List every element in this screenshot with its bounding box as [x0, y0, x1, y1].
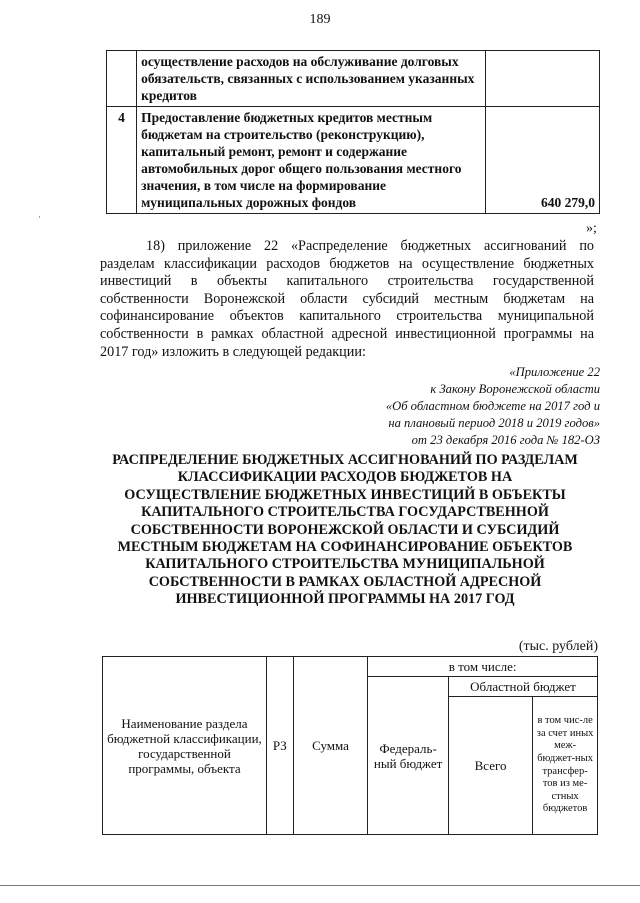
document-heading: РАСПРЕДЕЛЕНИЕ БЮДЖЕТНЫХ АССИГНОВАНИЙ ПО РАЗДЕЛАМ КЛАССИФИКАЦИИ РАСХОДОВ БЮДЖЕТОВ НА ОСУЩЕСТВЛЕНИЕ БЮДЖЕТНЫХ ИНВЕСТИЦИЙ В ОБЪЕКТЫ КАПИТАЛЬНОГО СТРОИТЕЛЬСТВА ГОСУДАРСТВЕННОЙ СОБСТВЕННОСТИ ВОРОНЕЖСКОЙ ОБЛАСТИ И СУБСИДИЙ МЕСТНЫМ БЮДЖЕТАМ НА СОФИНАНСИРОВАНИЕ ОБЪЕКТОВ КАПИТАЛЬНОГО СТРОИТЕЛЬСТВА МУНИЦИПАЛЬНОЙ СОБСТВЕННОСТИ В РАМКАХ ОБЛАСТНОЙ АДРЕСНОЙ ИНВЕСТИЦИОННОЙ ПРОГРАММЫ НА 2017 ГОД	[112, 452, 578, 608]
appendix-line: «Приложение 22	[509, 365, 600, 379]
row-number: 4	[107, 107, 137, 214]
including-header: в том числе:	[368, 657, 598, 677]
col-rz-header: РЗ	[266, 657, 293, 835]
page-number: 189	[309, 12, 331, 27]
appendix-line: от 23 декабря 2016 года № 182-ОЗ	[411, 433, 600, 447]
appendix-line: «Об областном бюджете на 2017 год и	[385, 399, 600, 413]
col-interbudget-header: в том чис-ле за счет иных меж-бюджет-ных трансфер-тов из ме-стных бюджетов	[533, 697, 598, 835]
units-label: (тыс. рублей)	[518, 639, 598, 654]
appendix-line: на плановый период 2018 и 2019 годов»	[388, 416, 600, 430]
bottom-rule	[0, 885, 640, 886]
regional-header: Областной бюджет	[448, 677, 597, 697]
row-amount: 640 279,0	[485, 107, 599, 214]
row-text: осуществление расходов на обслуживание долговых обязательств, связанных с использованием указанных кредитов	[137, 51, 486, 107]
row-text: Предоставление бюджетных кредитов местным бюджетам на строительство (реконструкцию), капитальный ремонт, ремонт и содержание автомобильных дорог общего пользования местного значения, в том числе на формирование муниципальных дорожных фондов	[137, 107, 486, 214]
scan-speck: ·	[38, 212, 41, 222]
appendix-reference	[300, 364, 600, 449]
col-total-header: Всего	[448, 697, 532, 835]
col-federal-header: Федераль-ный бюджет	[368, 677, 449, 835]
allocation-table-header	[102, 656, 598, 835]
budget-credit-table	[106, 50, 600, 214]
row-amount	[485, 51, 599, 107]
col-name-header: Наименование раздела бюджетной классификации, государственной программы, объекта	[103, 657, 267, 835]
appendix-line: к Закону Воронежской области	[430, 382, 600, 396]
closing-quote: »;	[586, 221, 597, 236]
row-number	[107, 51, 137, 107]
col-sum-header: Сумма	[293, 657, 367, 835]
table-row	[107, 107, 600, 214]
table-row	[107, 51, 600, 107]
header-row	[103, 657, 598, 677]
amendment-paragraph: 18) приложение 22 «Распределение бюджетных ассигнований по разделам классификации расходов бюджетов на осуществление бюджетных инвестиций в объекты капитального строительства государственной собственности Воронежской области субсидий местным бюджетам на софинансирование объектов капитального строительства муниципальной собственности в рамках областной адресной инвестиционной программы на 2017 год» изложить в следующей редакции:	[100, 238, 594, 360]
